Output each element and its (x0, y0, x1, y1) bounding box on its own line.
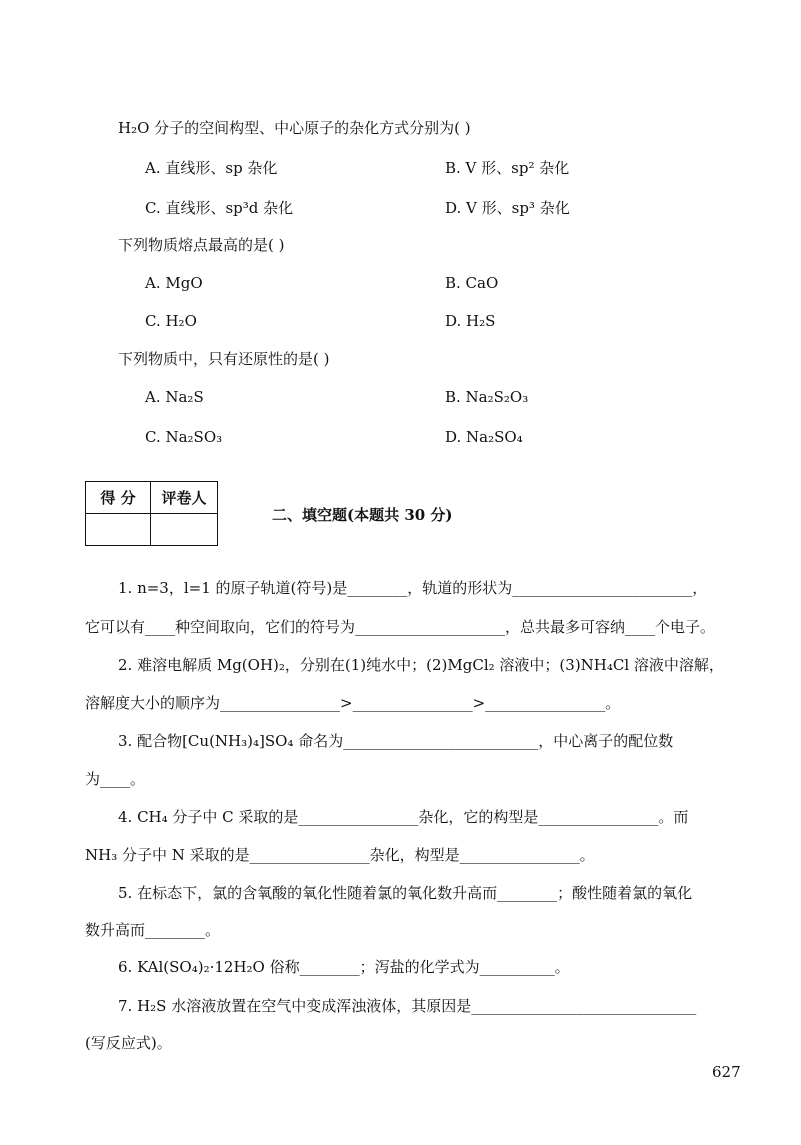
question-15-option-b: B. Na₂S₂O₃ (445, 388, 529, 406)
fill-1-line-1: 1. n=3，l=1 的原子轨道(符号)是________，轨道的形状为________________________， (118, 579, 708, 597)
grader-cell[interactable] (151, 514, 218, 546)
question-14-option-b: B. CaO (445, 274, 499, 292)
question-13-option-c: C. 直线形、sp³d 杂化 (145, 199, 294, 217)
question-14-stem: 下列物质熔点最高的是( ) (118, 236, 285, 254)
question-15-option-a: A. Na₂S (145, 388, 204, 406)
question-13-option-a: A. 直线形、sp 杂化 (145, 159, 278, 177)
question-14-option-d: D. H₂S (445, 312, 496, 330)
fill-2-line-2: 溶解度大小的顺序为________________>________________>________________。 (85, 694, 621, 712)
question-14-option-c: C. H₂O (145, 312, 197, 330)
fill-1-line-2: 它可以有____种空间取向，它们的符号为____________________，总共最多可容纳____个电子。 (85, 618, 716, 636)
fill-7-line-2: (写反应式)。 (85, 1034, 172, 1052)
fill-6-line-1: 6. KAl(SO₄)₂·12H₂O 俗称________；泻盐的化学式为__________。 (118, 958, 570, 976)
question-15-option-d: D. Na₂SO₄ (445, 428, 523, 446)
question-15-option-c: C. Na₂SO₃ (145, 428, 223, 446)
question-14-option-a: A. MgO (145, 274, 203, 292)
score-table (85, 481, 218, 546)
question-13-option-b: B. V 形、sp² 杂化 (445, 159, 570, 177)
fill-7-line-1: 7. H₂S 水溶液放置在空气中变成浑浊液体，其原因是______________________________ (118, 997, 697, 1015)
page-number: 627 (712, 1063, 741, 1081)
fill-5-line-2: 数升高而________。 (85, 921, 221, 939)
section-2-title: 二、填空题(本题共 30 分) (272, 506, 453, 524)
grader-header: 评卷人 (151, 482, 218, 514)
fill-3-line-1: 3. 配合物[Cu(NH₃)₄]SO₄ 命名为__________________________，中心离子的配位数 (118, 732, 674, 750)
fill-3-line-2: 为____。 (85, 770, 146, 788)
score-header: 得 分 (86, 482, 151, 514)
question-13-stem: H₂O 分子的空间构型、中心原子的杂化方式分别为( ) (118, 119, 471, 137)
question-13-option-d: D. V 形、sp³ 杂化 (445, 199, 570, 217)
fill-2-line-1: 2. 难溶电解质 Mg(OH)₂，分别在(1)纯水中；(2)MgCl₂ 溶液中；(3)NH₄Cl 溶液中溶解， (118, 656, 724, 674)
fill-5-line-1: 5. 在标态下，氯的含氧酸的氧化性随着氯的氧化数升高而________；酸性随着氯的氧化 (118, 884, 693, 902)
fill-4-line-1: 4. CH₄ 分子中 C 采取的是________________杂化，它的构型是________________。而 (118, 808, 689, 826)
fill-4-line-2: NH₃ 分子中 N 采取的是________________杂化，构型是________________。 (85, 846, 595, 864)
question-15-stem: 下列物质中，只有还原性的是( ) (118, 350, 330, 368)
score-cell[interactable] (86, 514, 151, 546)
